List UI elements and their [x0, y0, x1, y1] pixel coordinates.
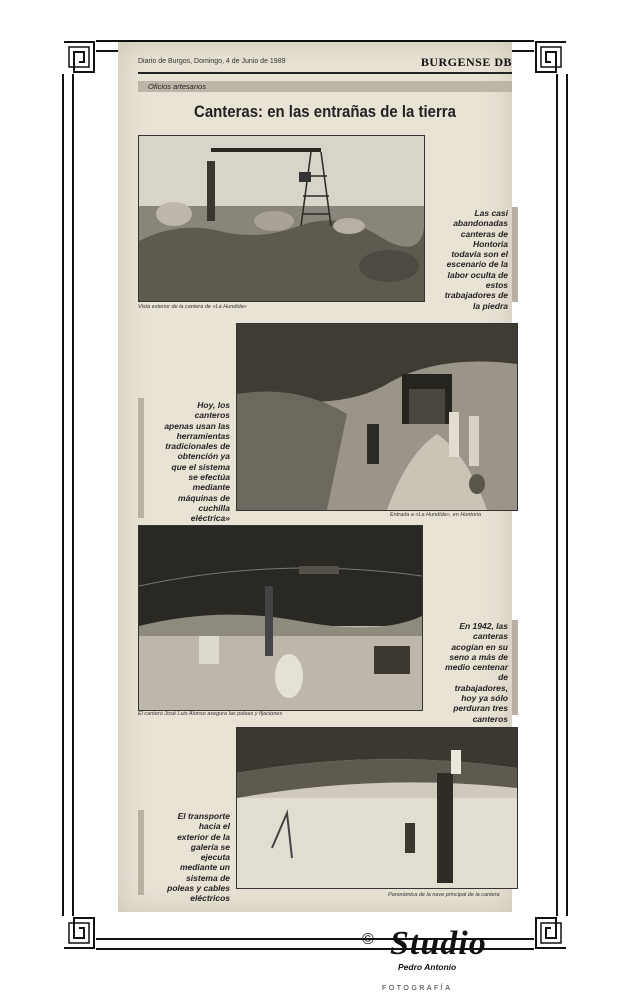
pullquote-2 [146, 400, 230, 524]
pullquote-line: escenario de la [446, 259, 508, 270]
photo-quarry-nave [236, 727, 518, 889]
pullquote-line: que el sistema [171, 461, 230, 472]
pullquote-line: poleas y cables [167, 883, 230, 894]
pullquote-line: sistema de [186, 872, 230, 883]
pullquote-line: En 1942, las [459, 621, 508, 631]
pullquote-line: canteros [472, 713, 508, 724]
pullquote-line: seno a más de [449, 651, 508, 662]
section-bar [138, 81, 512, 92]
pullquote-line: canteros [194, 410, 230, 421]
pullquote-line: mediante un [179, 862, 230, 873]
photo-quarry-entrance [236, 323, 518, 511]
pullquote-line: labor oculta de [447, 269, 508, 280]
pullquote-line: todavía son el [451, 249, 508, 260]
logo-tagline: FOTOGRAFÍA [382, 985, 453, 992]
photo-caption: Entrada a «La Hundida», en Hontoria [390, 512, 482, 518]
headline: Canteras: en las entrañas de la tierra [194, 102, 456, 121]
pullquote-3 [420, 621, 508, 724]
corner-ornament-bottom-left [62, 916, 96, 950]
masthead-date: Diario de Burgos, Domingo, 4 de Junio de 1989 [138, 58, 286, 65]
pullquote-line: Hoy, los [197, 400, 230, 410]
section-label: Oficios artesanos [148, 82, 206, 91]
studio-logo [362, 925, 532, 995]
photo-caption: El cantero José Luis Alonso asegura las poleas y fijaciones [138, 711, 283, 717]
pullquote-line: eléctrica» [190, 513, 230, 524]
pullquote-line: medio centenar [445, 662, 508, 673]
pullquote-line: de [498, 672, 508, 683]
pullquote-line: abandonadas [453, 218, 508, 229]
pullquote-line: la piedra [473, 300, 508, 311]
logo-name: Studio [390, 925, 487, 962]
pullquote-line: hacia el [198, 821, 230, 832]
pullquote-line: perduran tres [453, 703, 508, 714]
pullquote-1 [420, 208, 508, 311]
pullquote-line: herramientas [176, 430, 230, 441]
pullquote-line: mediante [192, 482, 230, 493]
pullquote-line: acogían en su [451, 641, 508, 652]
photo-caption: Vista exterior de la cantera de «La Hundida» [138, 304, 247, 310]
photo-caption: Panorámica de la nave principal de la cantera [388, 892, 500, 898]
pullquote-line: El transporte [177, 811, 230, 821]
copyright-symbol: © [362, 931, 374, 948]
pullquote-line: canteras [473, 631, 508, 642]
pullquote-line: apenas usan las [164, 420, 230, 431]
pullquote-bar [138, 398, 144, 518]
pullquote-bar [138, 810, 144, 895]
pullquote-line: estos [485, 280, 508, 291]
pullquote-line: se efectúa [188, 472, 230, 483]
pullquote-line: exterior de la [177, 831, 230, 842]
pullquote-line: ejecuta [200, 852, 230, 863]
pullquote-line: cuchilla [198, 502, 230, 513]
pullquote-line: canteras de [460, 228, 508, 239]
photo-worker-pulleys [138, 525, 423, 711]
pullquote-line: trabajadores, [454, 682, 508, 693]
masthead [138, 56, 512, 74]
pullquote-line: máquinas de [178, 492, 230, 503]
pullquote-line: eléctricos [190, 893, 230, 904]
pullquote-bar [512, 620, 518, 715]
masthead-title: BURGENSE DB [420, 55, 512, 69]
pullquote-line: Hontoria [473, 238, 508, 249]
pullquote-line: galería se [190, 841, 230, 852]
pullquote-line: hoy ya sólo [461, 693, 508, 704]
corner-ornament-top-left [62, 40, 96, 74]
photo-quarry-exterior [138, 135, 425, 302]
pullquote-line: obtención ya [177, 451, 230, 462]
pullquote-line: trabajadores de [444, 290, 508, 301]
pullquote-line: Las casi [474, 208, 508, 218]
corner-ornament-top-right [534, 40, 568, 74]
pullquote-4 [146, 811, 230, 904]
logo-subtitle: Pedro Antonio [398, 962, 457, 972]
pullquote-line: tradicionales de [165, 441, 230, 452]
pullquote-bar [512, 207, 518, 302]
corner-ornament-bottom-right [534, 916, 568, 950]
